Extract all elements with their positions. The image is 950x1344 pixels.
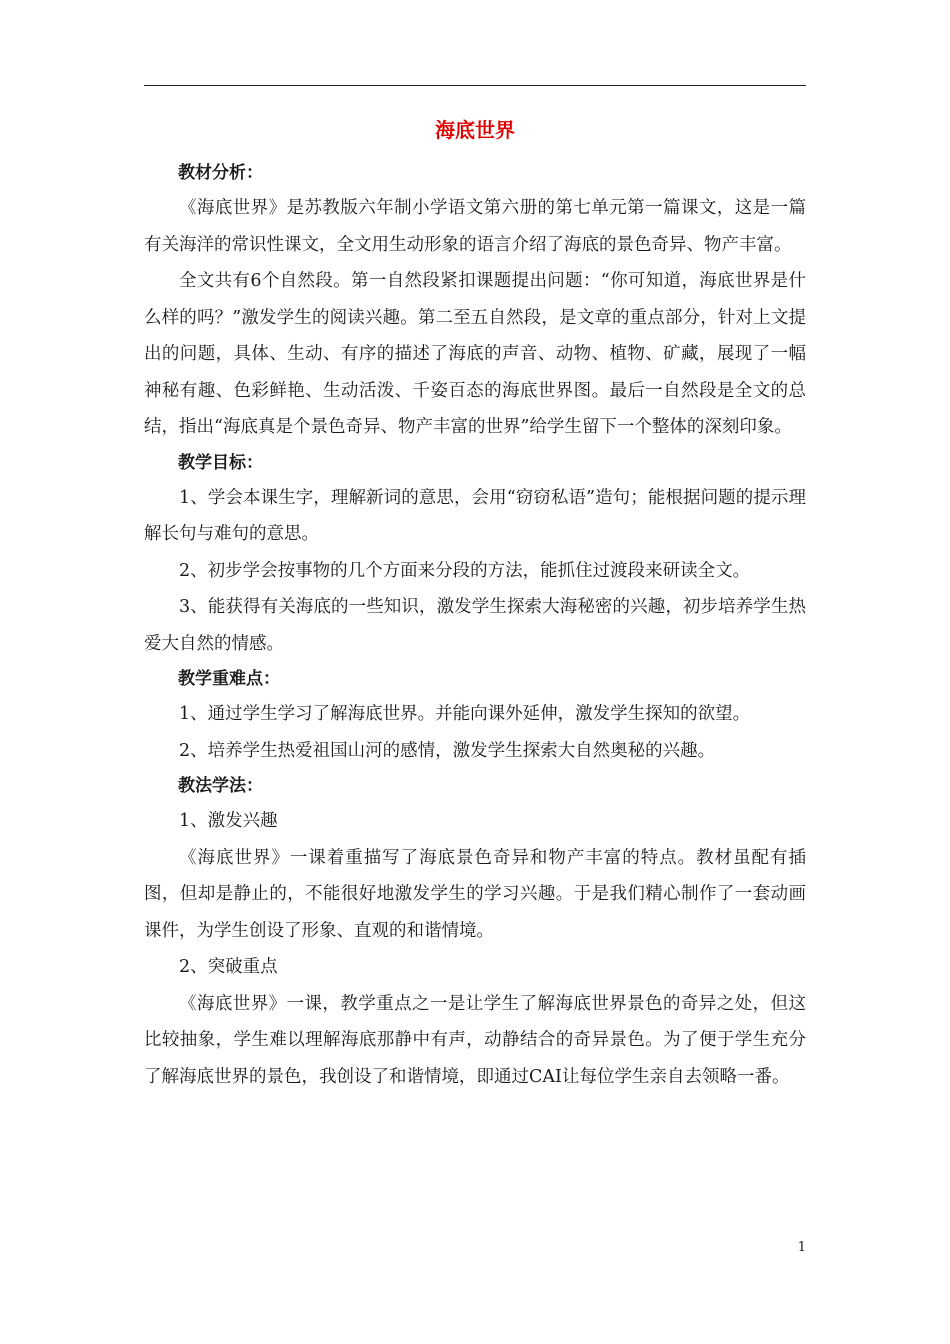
paragraph: 《海底世界》一课着重描写了海底景色奇异和物产丰富的特点。教材虽配有插图，但却是静止的，不能很好地激发学生的学习兴趣。于是我们精心制作了一套动画课件，为学生创设了形象、直观的和谐情境。 xyxy=(144,847,806,941)
paragraph: 《海底世界》一课，教学重点之一是让学生了解海底世界景色的奇异之处，但这比较抽象，学生难以理解海底那静中有声，动静结合的奇异景色。为了便于学生充分了解海底世界的景色，我创设了和谐情境，即通过CAI让每位学生亲自去领略一番。 xyxy=(144,993,806,1087)
section-textbook-analysis xyxy=(144,156,806,446)
paragraph: 《海底世界》是苏教版六年制小学语文第六册的第七单元第一篇课文，这是一篇有关海洋的常识性课文，全文用生动形象的语言介绍了海底的景色奇异、物产丰富。 xyxy=(144,198,806,255)
document-body xyxy=(144,116,806,1095)
section-heading: 教学重难点： xyxy=(178,669,280,689)
section-heading: 教材分析： xyxy=(178,163,263,183)
paragraph: 2、突破重点 xyxy=(179,957,278,977)
paragraph: 3、能获得有关海底的一些知识，激发学生探索大海秘密的兴趣，初步培养学生热爱大自然的情感。 xyxy=(144,597,806,654)
paragraph: 2、初步学会按事物的几个方面来分段的方法，能抓住过渡段来研读全文。 xyxy=(179,560,751,581)
section-teaching-goals xyxy=(144,446,806,663)
section-heading: 教法学法： xyxy=(178,776,263,796)
section-key-difficulties xyxy=(144,662,806,769)
header-rule xyxy=(144,85,806,86)
paragraph: 1、学会本课生字，理解新词的意思，会用“窃窃私语”造句；能根据问题的提示理解长句与难句的意思。 xyxy=(144,487,806,544)
section-teaching-methods xyxy=(144,769,806,1095)
section-heading: 教学目标： xyxy=(178,452,263,473)
paragraph: 2、培养学生热爱祖国山河的感情，激发学生探索大自然奥秘的兴趣。 xyxy=(179,740,716,761)
page-number: 1 xyxy=(797,1240,806,1255)
paragraph: 全文共有6个自然段。第一自然段紧扣课题提出问题：“你可知道，海底世界是什么样的吗？”激发学生的阅读兴趣。第二至五自然段，是文章的重点部分，针对上文提出的问题，具体、生动、有序的描述了海底的声音、动物、植物、矿藏，展现了一幅神秘有趣、色彩鲜艳、生动活泼、千姿百态的海底世界图。最后一自然段是全文的总结，指出“海底真是个景色奇异、物产丰富的世界”给学生留下一个整体的深刻印象。 xyxy=(144,271,806,437)
document-title: 海底世界 xyxy=(435,118,515,142)
paragraph: 1、通过学生学习了解海底世界。并能向课外延伸，激发学生探知的欲望。 xyxy=(179,704,751,724)
paragraph: 1、激发兴趣 xyxy=(179,811,278,831)
